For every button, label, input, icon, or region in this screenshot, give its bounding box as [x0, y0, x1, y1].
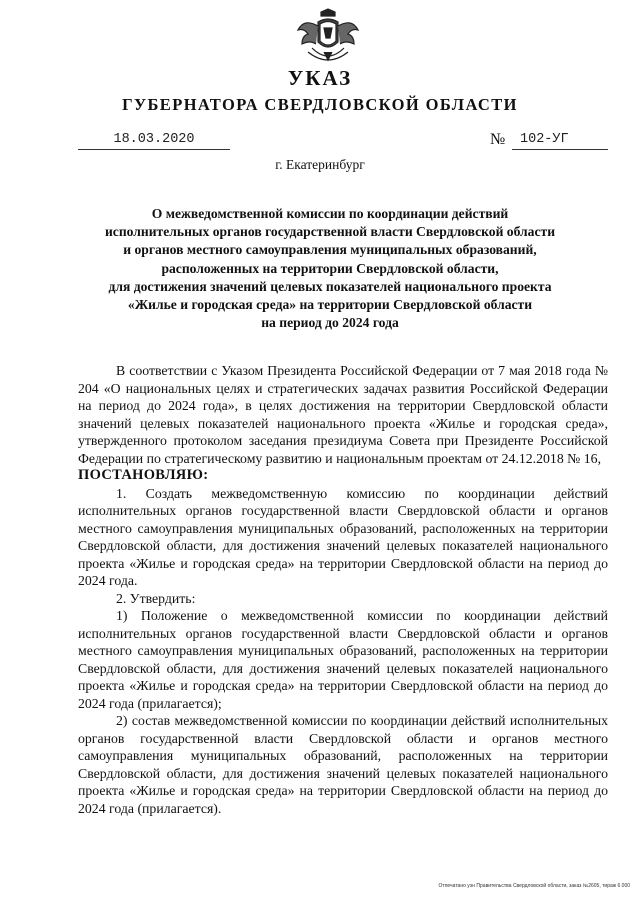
document-title — [60, 205, 600, 332]
decree-title: УКАЗ — [287, 66, 353, 90]
decree-subtitle: ГУБЕРНАТОРА СВЕРДЛОВСКОЙ ОБЛАСТИ — [122, 95, 518, 114]
item-1-paragraph: 1. Создать межведомственную комиссию по координации действий исполнительных органов государственной власти Свердловской области и органов местного самоуправления муниципальных образований, расположенных на территории Свердловской области, для достижения значений целевых показателей национального проекта «Жилье и городская среда» на территории Свердловской области на период до 2024 года. — [78, 485, 608, 588]
item-2-1-paragraph: 1) Положение о межведомственной комиссии по координации действий исполнительных органов государственной власти Свердловской области и органов местного самоуправления муниципальных образований, расположенных на территории Свердловской области, для достижения значений целевых показателей национального проекта «Жилье и городская среда» на территории Свердловской области на период до 2024 года (прилагается); — [78, 608, 608, 711]
coat-of-arms-icon — [294, 8, 362, 66]
item-2-2-paragraph: 2) состав межведомственной комиссии по координации действий исполнительных органов государственной власти Свердловской области и органов местного самоуправления муниципальных образований, расположенных на территории Свердловской области, для достижения значений целевых показателей национального проекта «Жилье и городская среда» на территории Свердловской области на период до 2024 года (прилагается). — [78, 713, 608, 816]
title-line: для достижения значений целевых показателей национального проекта — [108, 278, 552, 294]
decree-word: ПОСТАНОВЛЯЮ: — [78, 467, 209, 483]
city: г. Екатеринбург — [275, 157, 365, 172]
item-2-paragraph: 2. Утвердить: — [116, 590, 196, 606]
title-line: и органов местного самоуправления муниципальных образований, — [123, 242, 537, 258]
decree-date: 18.03.2020 — [78, 132, 230, 150]
title-line: расположенных на территории Свердловской области, — [161, 260, 499, 276]
document-body — [78, 362, 608, 817]
decree-number: 102-УГ — [512, 132, 608, 150]
title-line: О межведомственной комиссии по координации действий — [151, 206, 509, 221]
title-line: на период до 2024 года — [261, 315, 399, 331]
title-line: исполнительных органов государственной власти Свердловской области — [104, 224, 556, 240]
print-stamp: Отпечатано уэн Правительства Свердловской области, заказ №2605, тираж 6 000 — [438, 883, 630, 889]
title-line: «Жилье и городская среда» на территории Свердловской области — [127, 297, 533, 313]
number-label: № — [490, 131, 506, 148]
preamble-paragraph: В соответствии с Указом Президента Российской Федерации от 7 мая 2018 года № 204 «О национальных целях и стратегических задачах развития Российской Федерации на период до 2024 года», в целях достижения на территории Свердловской области значений целевых показателей национального проекта «Жилье и городская среда», утвержденного протоколом заседания президиума Совета при Президенте Российской Федерации по стратегическому развитию и национальным проектам от 24.12.2018 № 16, — [78, 363, 608, 466]
